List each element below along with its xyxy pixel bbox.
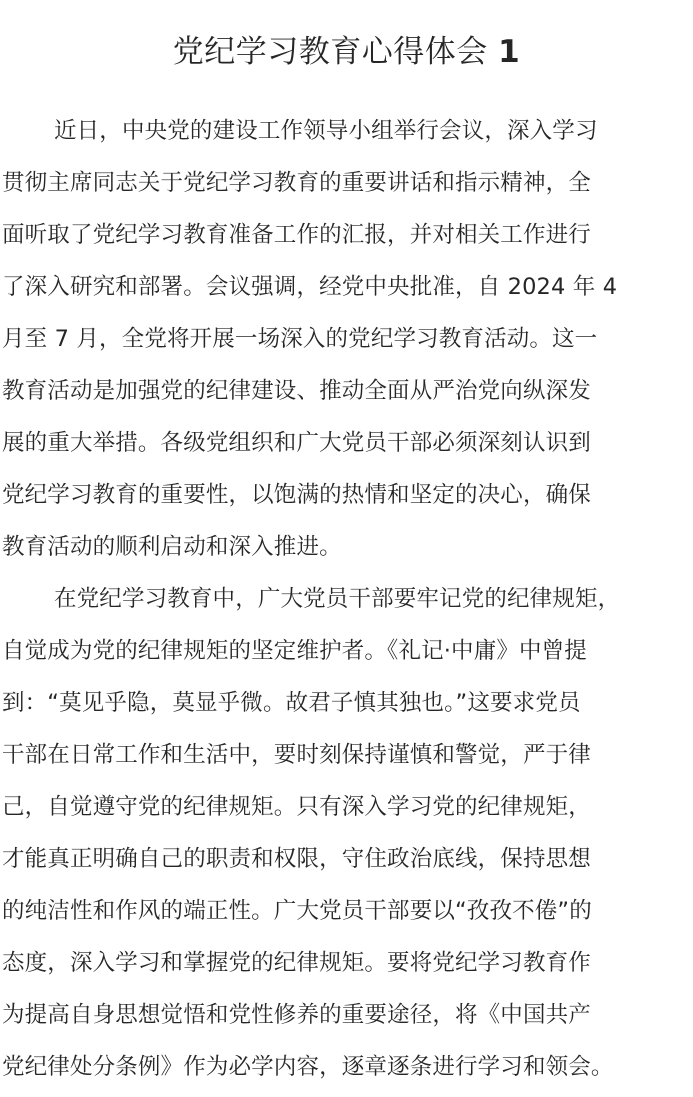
document-body [2,105,693,1093]
text-line: 自觉成为党的纪律规矩的坚定维护者。《礼记·中庸》中曾提 [2,638,587,664]
text-line: 干部在日常工作和生活中，要时刻保持谨慎和警觉，严于律 [2,742,591,768]
text-line: 党纪律处分条例》作为必学内容，逐章逐条进行学习和领会。 [2,1054,614,1080]
text-line: 了深入研究和部署。会议强调，经党中央批准，自 2024 年 4 [2,274,618,300]
text-line: 己，自觉遵守党的纪律规矩。只有深入学习党的纪律规矩， [2,794,591,820]
text-line: 教育活动是加强党的纪律建设、推动全面从严治党向纵深发 [2,378,591,404]
text-line: 态度，深入学习和掌握党的纪律规矩。要将党纪学习教育作 [2,950,591,976]
text-line: 在党纪学习教育中，广大党员干部要牢记党的纪律规矩， [54,586,621,612]
text-line: 教育活动的顺利启动和深入推进。 [2,534,342,560]
text-line: 的纯洁性和作风的端正性。广大党员干部要以“孜孜不倦”的 [2,898,592,924]
document-title [0,30,693,74]
paragraph-2 [2,573,693,1093]
paragraph-1 [2,105,693,573]
text-line: 党纪学习教育的重要性，以饱满的热情和坚定的决心，确保 [2,482,591,508]
title-number: 1 [498,34,521,70]
text-line: 展的重大举措。各级党组织和广大党员干部必须深刻认识到 [2,430,591,456]
text-line: 近日，中央党的建设工作领导小组举行会议，深入学习 [54,118,598,144]
text-line: 月至 7 月，全党将开展一场深入的党纪学习教育活动。这一 [2,326,598,352]
text-line: 面听取了党纪学习教育准备工作的汇报，并对相关工作进行 [2,222,591,248]
title-text: 党纪学习教育心得体会 [172,34,488,70]
text-line: 才能真正明确自己的职责和权限，守住政治底线，保持思想 [2,846,591,872]
text-line: 为提高自身思想觉悟和党性修养的重要途径，将《中国共产 [2,1002,591,1028]
text-line: 贯彻主席同志关于党纪学习教育的重要讲话和指示精神，全 [2,170,591,196]
text-line: 到：“莫见乎隐，莫显乎微。故君子慎其独也。”这要求党员 [2,690,581,716]
